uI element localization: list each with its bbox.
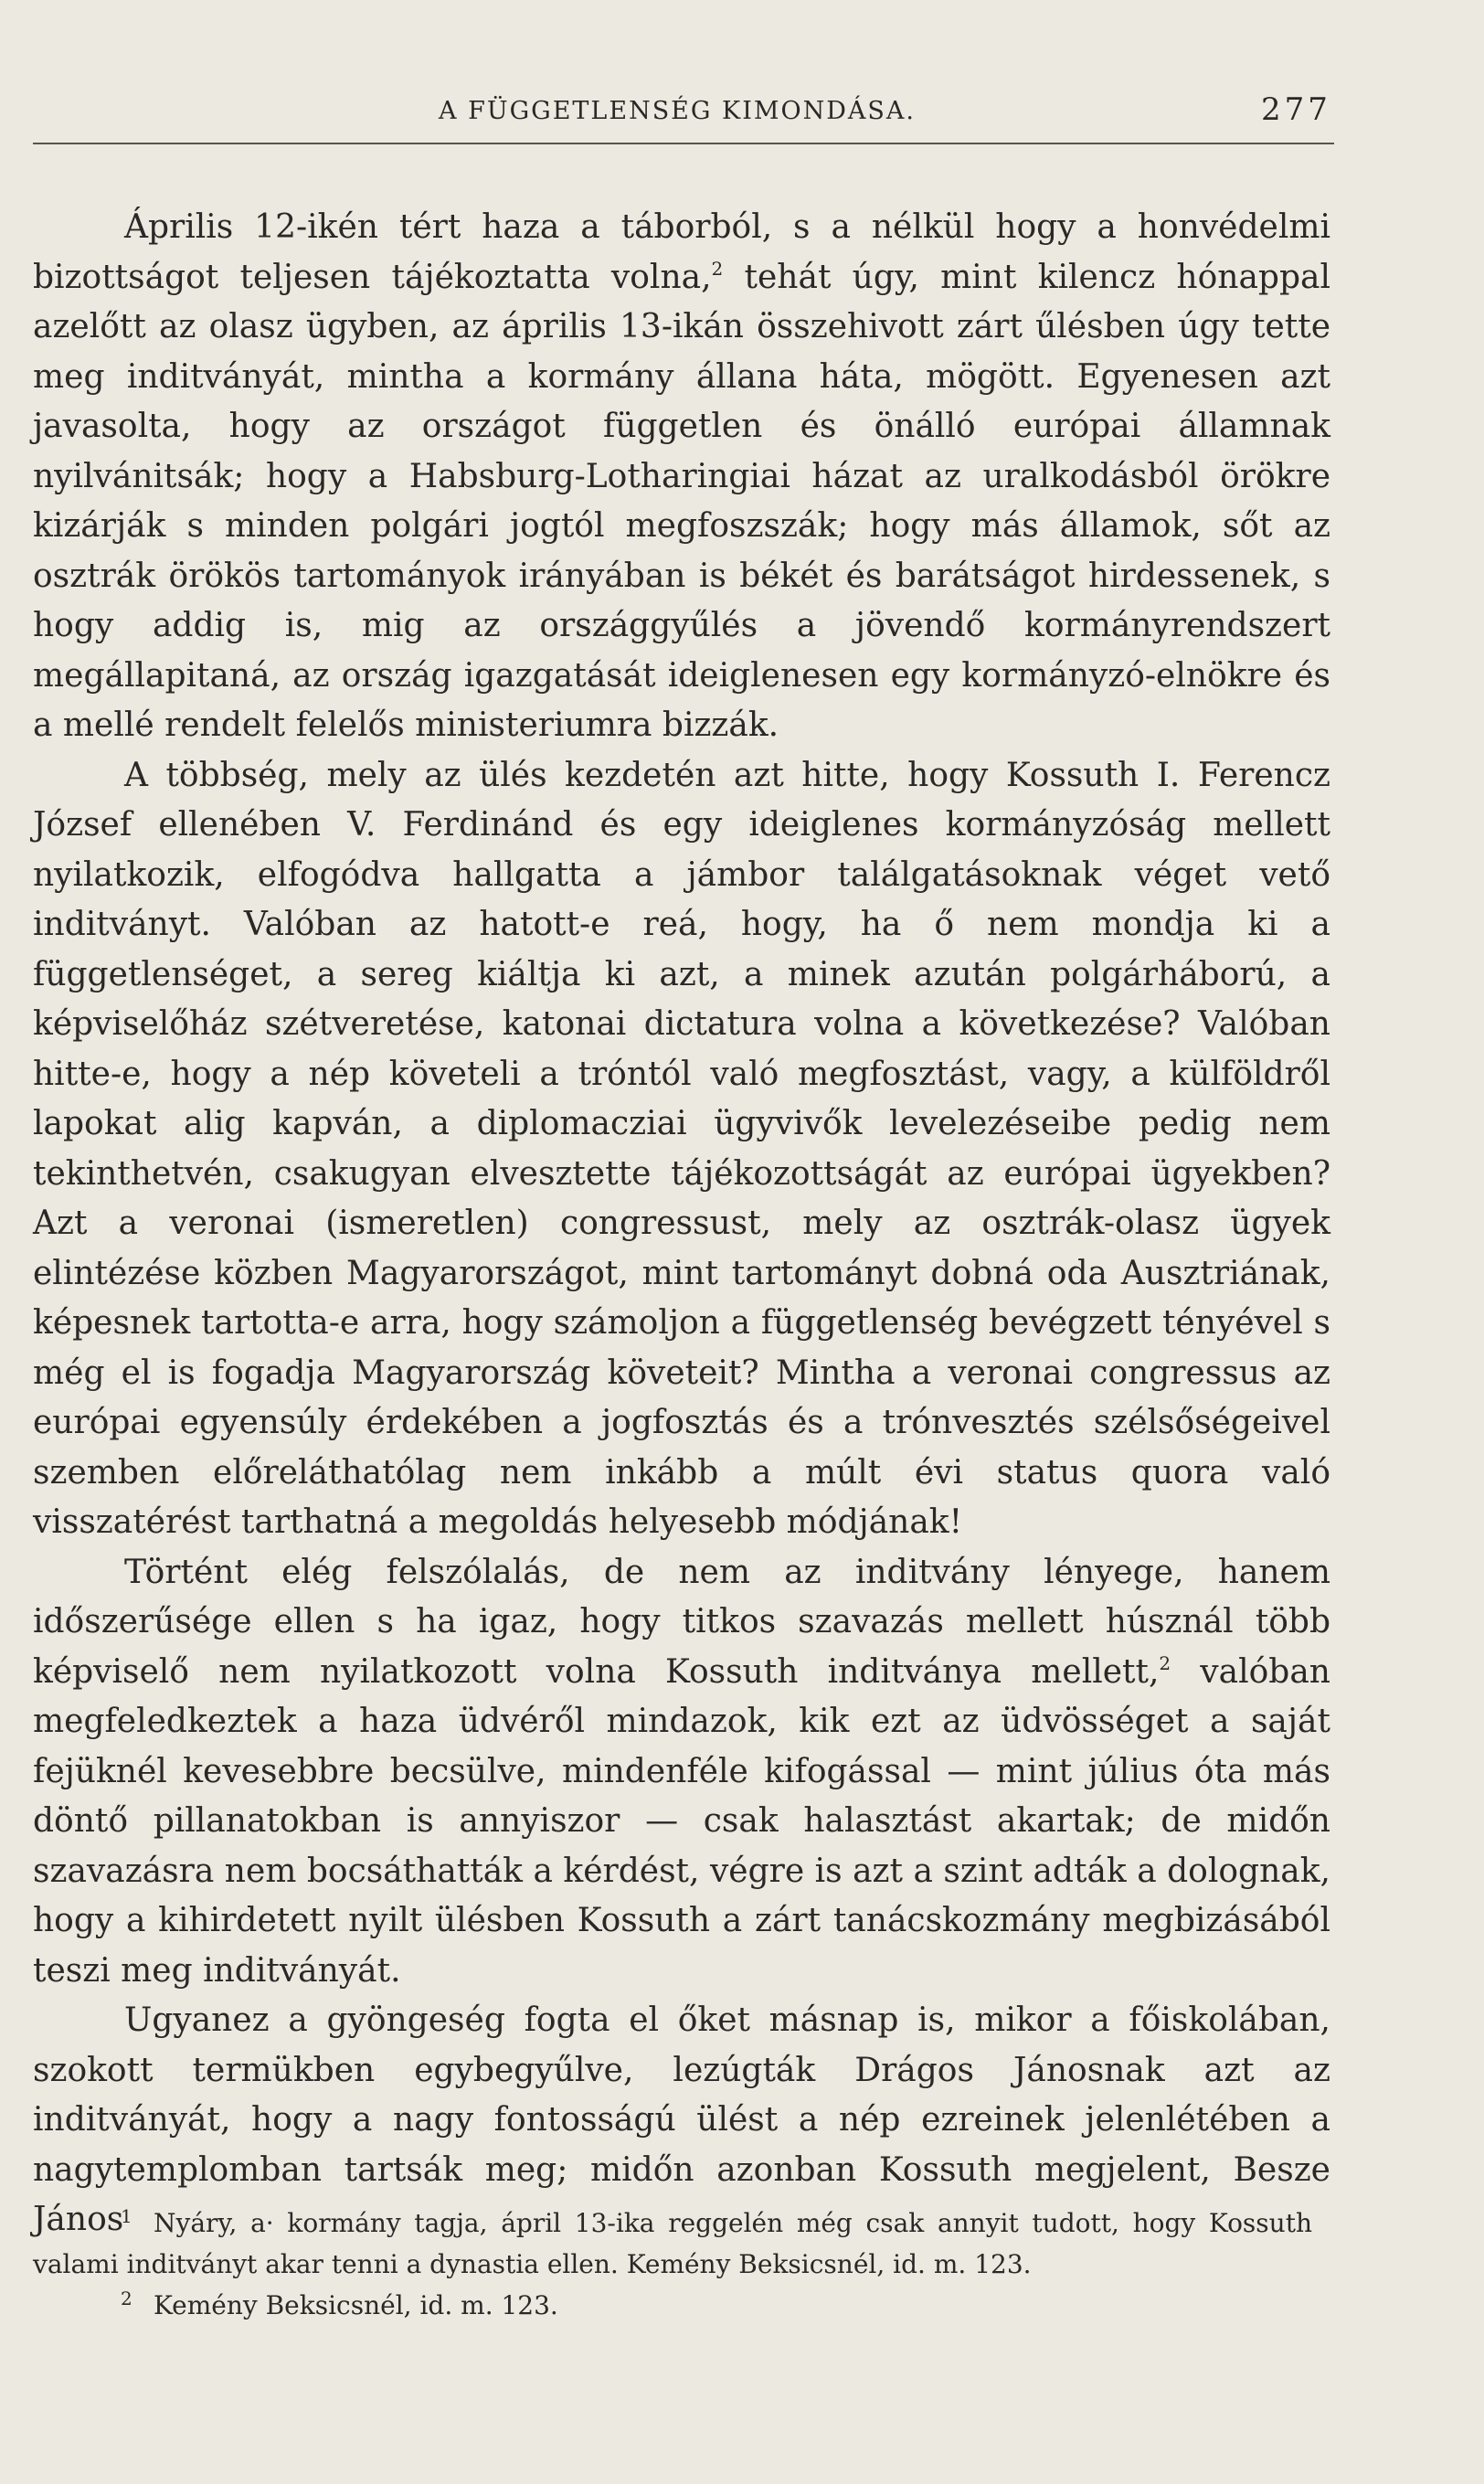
footnote-reference: 2 xyxy=(1159,1651,1171,1674)
running-title: A FÜGGETLENSÉG KIMONDÁSA. xyxy=(439,97,917,125)
paragraph-4: Ugyanez a gyöngeség fogta el őket másnap is, mikor a főiskolában, szokott termükben egybegyűlve, lezúgták Drágos Jánosnak azt az inditványát, hogy a nagy fontosságú ülést a nép ezreinek jelenlétében a nagytemplomban tartsák meg; midőn azonban Kossuth megjelent, Besze János xyxy=(33,2001,1330,2238)
footnote-reference: 2 xyxy=(711,257,724,280)
paragraph-text: tehát úgy, mint kilencz hónappal azelőtt az olasz ügyben, az április 13-ikán összehivott zárt űlésben úgy tette meg inditványát, mintha a kormány állana háta, mögött. Egyenesen azt javasolta, hogy az országot független és önálló európai államnak nyilvánitsák; hogy a Habsburg-Lotharingiai házat az uralkodásból örökre kizárják s minden polgári jogtól megfoszszák; hogy más államok, sőt az osztrák örökös tartományok irányában is békét és barátságot hirdessenek, s hogy addig is, mig az országgyűlés a jövendő kormányrendszert megállapitaná, az ország igazgatását ideiglenesen egy kormányzó-elnökre és a mellé rendelt felelős ministeriumra bizzák. xyxy=(33,258,1330,744)
paragraph-text: valóban megfeledkeztek a haza üdvéről mindazok, kik ezt az üdvösséget a saját fejüknél kevesebbre becsülve, mindenféle kifogással — mint július óta más döntő pillanatokban is annyiszor — csak halasztást akartak; de midőn szavazásra nem bocsáthatták a kérdést, végre is azt a szint adták a dolognak, hogy a kihirdetett nyilt ülésben Kossuth a zárt tanácskozmány megbizásából teszi meg inditványát. xyxy=(33,1652,1330,1990)
paragraph-1 xyxy=(33,203,1330,751)
footnote-text: Kemény Beksicsnél, id. m. 123. xyxy=(154,2290,558,2320)
footnote-2: 2 Kemény Beksicsnél, id. m. 123. xyxy=(121,2288,558,2320)
footnote-text: Nyáry, a· kormány tagja, ápril 13-ika reggelén még csak annyit tudott, hogy Kossuth valami inditványt akar tenni a dynastia ellen. Kemény Beksicsnél, id. m. 123. xyxy=(33,2208,1312,2279)
running-header xyxy=(33,91,1334,146)
footnote-1: 1 Nyáry, a· kormány tagja, ápril 13-ika reggelén még csak annyit tudott, hogy Kossuth valami inditványt akar tenni a dynastia ellen. Kemény Beksicsnél, id. m. 123. xyxy=(33,2205,1312,2279)
paragraph-text: Történt elég felszólalás, de nem az inditvány lényege, hanem időszerűsége ellen s ha igaz, hogy titkos szavazás mellett húsznál több képviselő nem nyilatkozott volna Kossuth inditványa mellett, xyxy=(33,1553,1330,1691)
paragraph-text: Április 12-ikén tért haza a táborból, s a nélkül hogy a honvédelmi bizottságot teljesen tájékoztatta volna, xyxy=(33,208,1330,296)
header-rule xyxy=(33,143,1334,144)
page-number: 277 xyxy=(1261,91,1331,128)
paragraph-3 xyxy=(33,1548,1330,1997)
paragraph-2: A többség, mely az ülés kezdetén azt hitte, hogy Kossuth I. Ferencz József ellenében V. Ferdinánd és egy ideiglenes kormányzóság mellett nyilatkozik, elfogódva hallgatta a jámbor találgatásoknak véget vető inditványt. Valóban az hatott-e reá, hogy, ha ő nem mondja ki a függetlenséget, a sereg kiáltja ki azt, a minek azután polgárháború, a képviselőház szétveretése, katonai dictatura volna a következése? Valóban hitte-e, hogy a nép követeli a tróntól való megfosztást, vagy, a külföldről lapokat alig kapván, a diplomacziai ügyvivők levelezéseibe pedig nem tekinthetvén, csakugyan elvesztette tájékozottságát az európai ügyekben? Azt a veronai (ismeretlen) congressust, mely az osztrák-olasz ügyek elintézése közben Magyarországot, mint tartományt dobná oda Ausztriának, képesnek tartotta-e arra, hogy számoljon a függetlenség bevégzett tényével s még el is fogadja Magyarország követeit? Mintha a veronai congressus az európai egyensúly érdekében a jogfosztás és a trónvesztés szélsőségeivel szemben előreláthatólag nem inkább a múlt évi status quora való visszatérést tarthatná a megoldás helyesebb módjának! xyxy=(33,756,1330,1541)
footnotes xyxy=(33,2203,1312,2326)
body-text xyxy=(33,203,1330,2245)
